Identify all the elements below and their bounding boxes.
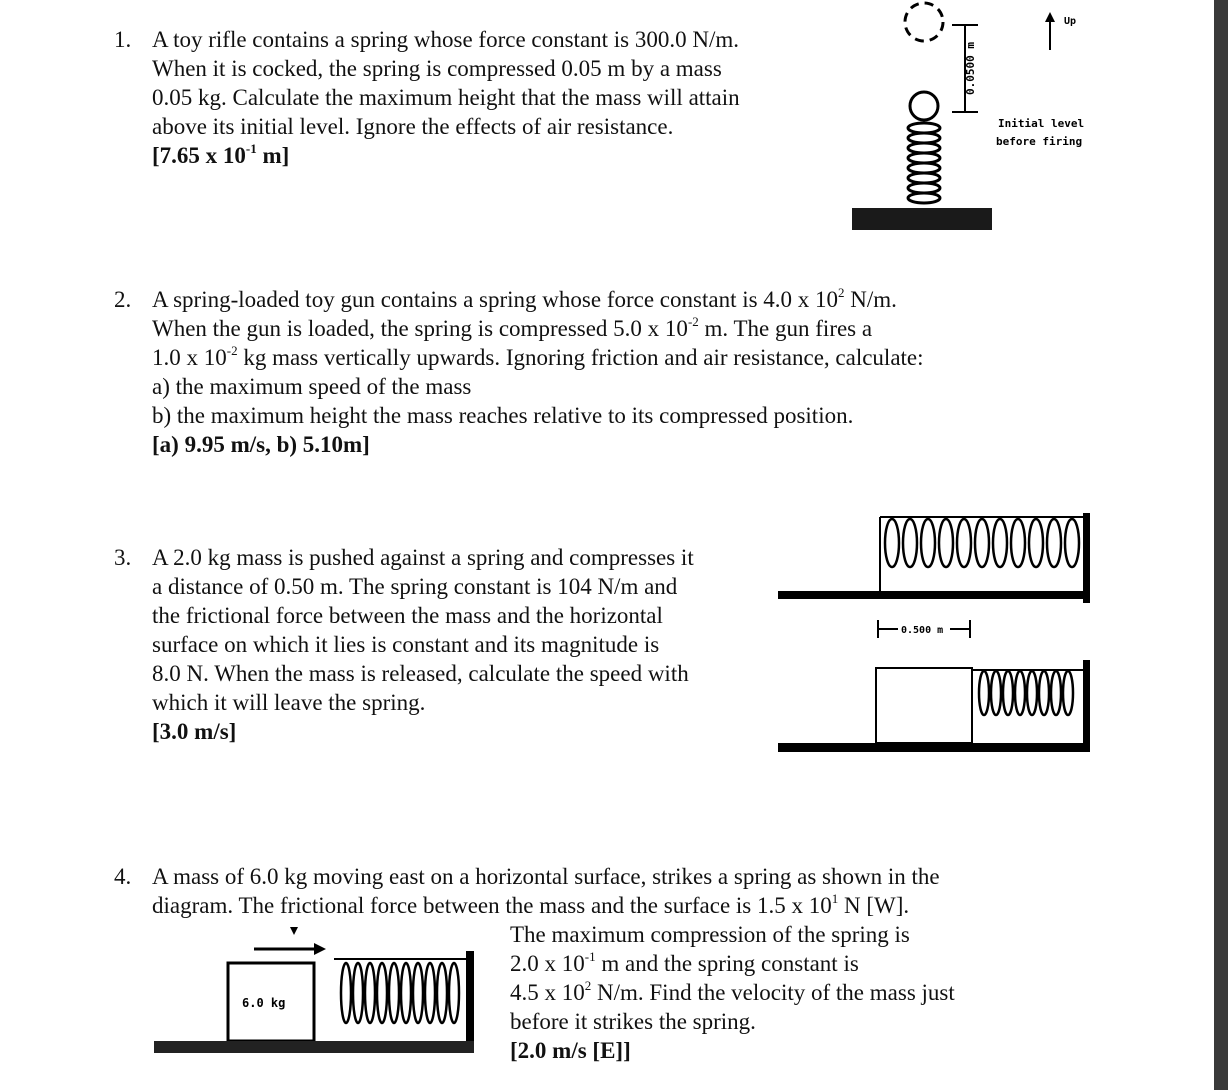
problem-text-line: 0.05 kg. Calculate the maximum height that the mass will attain bbox=[152, 85, 740, 110]
top-spring-coils bbox=[885, 519, 1079, 567]
problem-text-line: diagram. The frictional force between the mass and the surface is 1.5 x $10^1$ N [W]. bbox=[152, 891, 910, 918]
problem-4-continued bbox=[510, 920, 955, 1065]
window-edge bbox=[1214, 0, 1228, 1090]
problem-text-line: When it is cocked, the spring is compressed 0.05 m by a mass bbox=[152, 56, 722, 81]
problem-text-line: 4.5 x $10^2$ N/m. Find the velocity of the mass just bbox=[510, 978, 955, 1005]
before-firing-label: before firing bbox=[996, 135, 1083, 148]
problem-text-line: A toy rifle contains a spring whose force constant is 300.0 N/m. bbox=[152, 27, 740, 52]
bottom-wall bbox=[1083, 660, 1090, 750]
problem-text-line: The maximum compression of the spring is bbox=[510, 922, 910, 947]
ground bbox=[154, 1041, 474, 1053]
figure-mass-and-spring bbox=[150, 915, 490, 1060]
vertical-spring-coils bbox=[908, 123, 940, 203]
distance-label: 0.500 m bbox=[901, 625, 944, 636]
initial-level-label: Initial level bbox=[998, 117, 1085, 130]
figure-horizontal-spring bbox=[770, 505, 1100, 765]
projectile-top-position bbox=[905, 3, 943, 41]
problem-text-line: the frictional force between the mass and the horizontal bbox=[152, 603, 663, 628]
bottom-ground bbox=[778, 743, 1090, 752]
part-a: a) the maximum speed of the mass bbox=[152, 374, 472, 399]
right-wall bbox=[466, 951, 474, 1043]
problem-text-line: When the gun is loaded, the spring is compressed 5.0 x $10^{-2}$ m. The gun fires a bbox=[152, 314, 873, 341]
answer: [3.0 m/s] bbox=[152, 719, 237, 744]
bottom-spring-coils bbox=[979, 671, 1073, 715]
up-label: Up bbox=[1064, 16, 1077, 27]
answer: [2.0 m/s [E]] bbox=[510, 1038, 631, 1063]
projectile bbox=[910, 92, 938, 120]
problem-text-line: surface on which it lies is constant and its magnitude is bbox=[152, 632, 660, 657]
top-wall bbox=[1083, 513, 1090, 603]
problem-number: 2. bbox=[114, 287, 132, 312]
mass-label: 6.0 kg bbox=[242, 996, 286, 1010]
top-ground bbox=[778, 591, 1090, 599]
spring-coils bbox=[341, 963, 459, 1023]
problem-text-line: A 2.0 kg mass is pushed against a spring and compresses it bbox=[152, 545, 694, 570]
up-arrow-head bbox=[1045, 12, 1055, 22]
problem-number: 1. bbox=[114, 27, 132, 52]
velocity-marker-icon bbox=[290, 927, 298, 935]
problem-text-line: 2.0 x $10^{-1}$ m and the spring constant is bbox=[510, 949, 859, 976]
problem-text-line: above its initial level. Ignore the effects of air resistance. bbox=[152, 114, 674, 139]
part-b: b) the maximum height the mass reaches relative to its compressed position. bbox=[152, 403, 854, 428]
problem-text-line: A spring-loaded toy gun contains a spring whose force constant is 4.0 x $10^2$ N/m. bbox=[152, 285, 897, 312]
problem-text-line: which it will leave the spring. bbox=[152, 690, 426, 715]
problem-text-line: 1.0 x $10^{-2}$ kg mass vertically upwards. Ignoring friction and air resistance, calculate: bbox=[152, 343, 924, 370]
problem-number: 4. bbox=[114, 864, 132, 889]
bottom-mass bbox=[876, 668, 972, 743]
figure-vertical-spring bbox=[840, 0, 1100, 240]
problem-text-line: before it strikes the spring. bbox=[510, 1009, 756, 1034]
height-label: 0.0500 m bbox=[964, 42, 977, 95]
answer: [a) 9.95 m/s, b) 5.10m] bbox=[152, 432, 370, 457]
problem-text-line: a distance of 0.50 m. The spring constant is 104 N/m and bbox=[152, 574, 678, 599]
answer: [7.65 x $10^{-1}$ m] bbox=[152, 141, 290, 168]
problem-number: 3. bbox=[114, 545, 132, 570]
problem-text-line: A mass of 6.0 kg moving east on a horizontal surface, strikes a spring as shown in the bbox=[152, 864, 940, 889]
problem-text-line: 8.0 N. When the mass is released, calculate the speed with bbox=[152, 661, 689, 686]
velocity-arrow-head bbox=[314, 943, 326, 955]
ground-base bbox=[852, 208, 992, 230]
